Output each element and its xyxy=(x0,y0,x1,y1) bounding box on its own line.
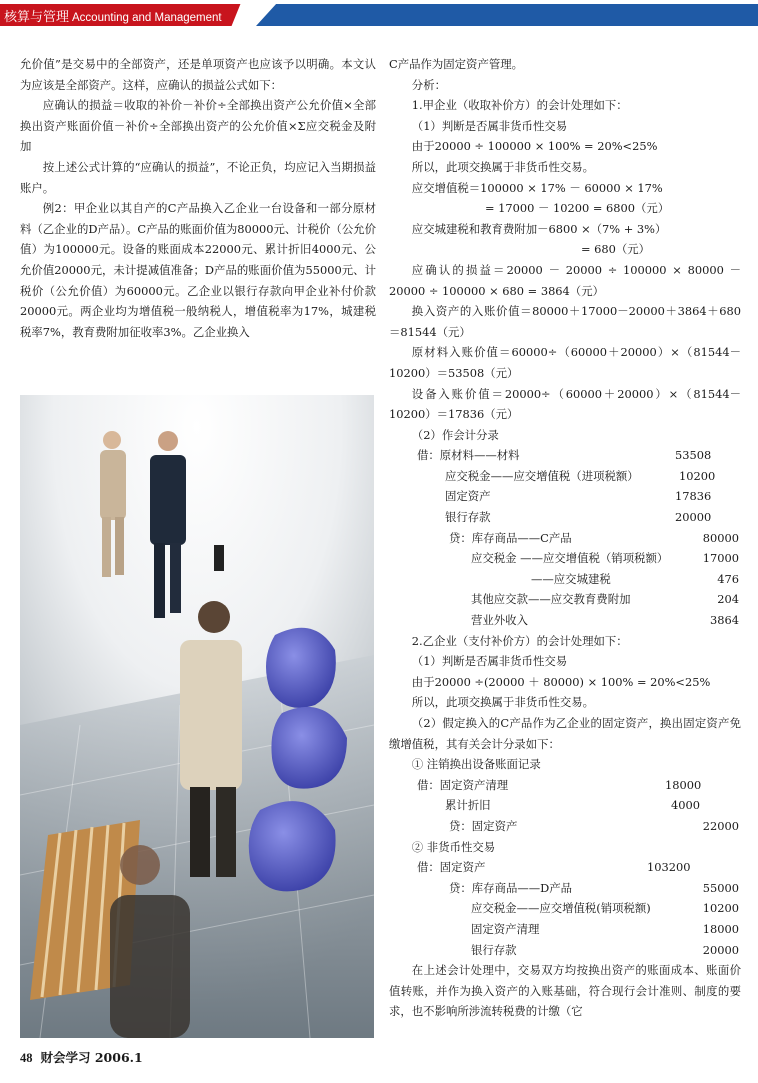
journal-account: 应交税金——应交增值税（进项税额） xyxy=(445,468,639,483)
journal-account: 营业外收入 xyxy=(471,613,528,628)
formula-line: = 17000 － 10200 = 6800（元） xyxy=(485,201,670,216)
journal-amount: 3864 xyxy=(710,613,739,628)
journal-row xyxy=(389,486,741,507)
journal-account: 其他应交款——应交教育费附加 xyxy=(471,592,631,607)
journal-row xyxy=(389,795,741,816)
journal-account: 银行存款 xyxy=(471,942,517,957)
formula-line: 由于20000 ÷(20000 ＋ 80000) × 100% = 20%<25% xyxy=(411,674,711,689)
journal-amount: 10200 xyxy=(702,901,739,916)
journal-row xyxy=(389,940,741,961)
step-heading: （2）作会计分录 xyxy=(411,427,499,442)
journal-amount: 17836 xyxy=(675,489,712,504)
formula-paragraph: 应确认的损益＝收取的补价－补价÷全部换出资产公允价值×全部换出资产账面价值－补价÷全部换出资产的公允价值×Σ应交税金及附加 xyxy=(20,98,376,154)
journal-amount: 103200 xyxy=(647,860,691,875)
journal-account: 累计折旧 xyxy=(445,798,491,813)
journal-account: 固定资产清理 xyxy=(471,921,540,936)
paragraph: C产品作为固定资产管理。 xyxy=(389,57,524,71)
page-number: 48 xyxy=(20,1051,33,1065)
journal-name: 财会学习 2006.1 xyxy=(40,1050,143,1065)
journal-account: 借：固定资产 xyxy=(417,860,486,875)
analysis-heading: 分析： xyxy=(411,77,446,92)
office-lobby-photo xyxy=(20,395,374,1038)
journal-amount: 10200 xyxy=(679,468,716,483)
paragraph: 允价值”是交易中的全部资产，还是单项资产也应该予以明确。本文认为应该是全部资产。这样，应确认的损益公式如下： xyxy=(20,57,376,92)
formula-line: 由于20000 ÷ 100000 × 100% = 20%<25% xyxy=(411,139,658,154)
sub-step-heading: ② 非货币性交易 xyxy=(411,839,496,854)
journal-amount: 4000 xyxy=(671,798,700,813)
sub-step-heading: ① 注销换出设备账面记录 xyxy=(411,757,541,772)
journal-row xyxy=(389,898,741,919)
journal-account: 借：固定资产清理 xyxy=(417,777,509,792)
section-heading: 2.乙企业（支付补价方）的会计处理如下： xyxy=(411,633,628,648)
journal-account: ——应交城建税 xyxy=(531,571,611,586)
journal-amount: 22000 xyxy=(702,818,739,833)
journal-amount: 18000 xyxy=(665,777,702,792)
journal-row xyxy=(389,610,741,631)
journal-row xyxy=(389,775,741,796)
formula-paragraph: 原材料入账价值＝60000÷（60000＋20000）×（81544－10200）＝53508（元） xyxy=(389,345,741,380)
formula-line: = 680（元） xyxy=(581,242,651,257)
paragraph: 按上述公式计算的“应确认的损益”，不论正负，均应记入当期损益账户。 xyxy=(20,159,376,195)
page-header xyxy=(0,0,758,30)
journal-row xyxy=(389,878,741,899)
column-title-cn: 核算与管理 xyxy=(4,10,70,25)
journal-amount: 18000 xyxy=(702,921,739,936)
journal-amount: 53508 xyxy=(675,448,712,463)
journal-row xyxy=(389,507,741,528)
step-heading: （1）判断是否属非货币性交易 xyxy=(411,654,568,669)
journal-account: 应交税金 ——应交增值税（销项税额） xyxy=(471,551,669,566)
journal-account: 固定资产 xyxy=(445,489,491,504)
formula-paragraph: 设备入账价值＝20000÷（60000＋20000）×（81544－10200）＝17836（元） xyxy=(389,386,741,422)
journal-row xyxy=(389,816,741,837)
formula-paragraph: 应确认的损益＝20000 － 20000 ÷ 100000 × 80000 － 20000 ÷ 100000 × 680 = 3864（元） xyxy=(389,262,741,298)
journal-account: 应交税金——应交增值税(销项税额) xyxy=(471,901,651,916)
journal-row xyxy=(389,466,741,487)
journal-account: 银行存款 xyxy=(445,510,491,525)
column-title-en: Accounting and Management xyxy=(72,12,222,24)
journal-entry-3 xyxy=(389,857,741,960)
section-heading: 1.甲企业（收取补价方）的会计处理如下： xyxy=(411,98,628,113)
journal-row xyxy=(389,919,741,940)
left-column xyxy=(20,54,376,342)
journal-row xyxy=(389,528,741,549)
right-column xyxy=(389,54,741,1022)
journal-amount: 20000 xyxy=(702,942,739,957)
journal-amount: 204 xyxy=(717,592,739,607)
journal-amount: 55000 xyxy=(702,880,739,895)
journal-account: 贷：库存商品——D产品 xyxy=(449,880,573,895)
step-paragraph: （2）假定换入的C产品作为乙企业的固定资产，换出固定资产免缴增值税，其有关会计分录如下： xyxy=(389,716,741,751)
journal-row xyxy=(389,445,741,466)
page-footer xyxy=(20,1048,740,1068)
formula-paragraph: 换入资产的入账价值＝80000＋17000－20000＋3864＋680＝81544（元） xyxy=(389,304,741,339)
journal-row xyxy=(389,589,741,610)
formula-line: 应交城建税和教育费附加－6800 ×（7% + 3%） xyxy=(411,221,667,236)
example-paragraph: 例2：甲企业以其自产的C产品换入乙企业一台设备和一部分原材料（乙企业的D产品）。C产品的账面价值为80000元、计税价（公允价值）为100000元。设备的账面成本22000元、累计折旧4000元、公允价值20000元，未计提减值准备；D产品的账面价值为55000元、计税价（公允价值）为60000元。乙企业以银行存款向甲企业补付价款20000元。两企业均为增值税一般纳税人，增值税率为17%，城建税税率7%，教育费附加征收率3%。乙企业换入 xyxy=(20,201,376,339)
conclusion-paragraph: 在上述会计处理中，交易双方均按换出资产的账面成本、账面价值转账，并作为换入资产的入账基础，符合现行会计准则、制度的要求，也不影响所涉流转税费的计缴（它 xyxy=(389,963,741,1019)
journal-account: 贷：固定资产 xyxy=(449,818,518,833)
journal-amount: 20000 xyxy=(675,510,712,525)
journal-amount: 80000 xyxy=(702,530,739,545)
journal-entry-2 xyxy=(389,775,741,837)
journal-row xyxy=(389,857,741,878)
column-title xyxy=(4,6,222,25)
journal-account: 贷：库存商品——C产品 xyxy=(449,530,572,545)
formula-line: 应交增值税＝100000 × 17% － 60000 × 17% xyxy=(411,180,663,195)
paragraph: 所以，此项交换属于非货币性交易。 xyxy=(411,695,595,710)
journal-entry-1 xyxy=(389,445,741,630)
photo-illustration xyxy=(20,395,374,1038)
paragraph: 所以，此项交换属于非货币性交易。 xyxy=(411,159,595,174)
journal-amount: 476 xyxy=(717,571,739,586)
journal-row xyxy=(389,569,741,590)
step-heading: （1）判断是否属非货币性交易 xyxy=(411,118,568,133)
journal-amount: 17000 xyxy=(702,551,739,566)
journal-row xyxy=(389,548,741,569)
header-blue-band xyxy=(256,4,758,26)
journal-account: 借：原材料——材料 xyxy=(417,448,520,463)
